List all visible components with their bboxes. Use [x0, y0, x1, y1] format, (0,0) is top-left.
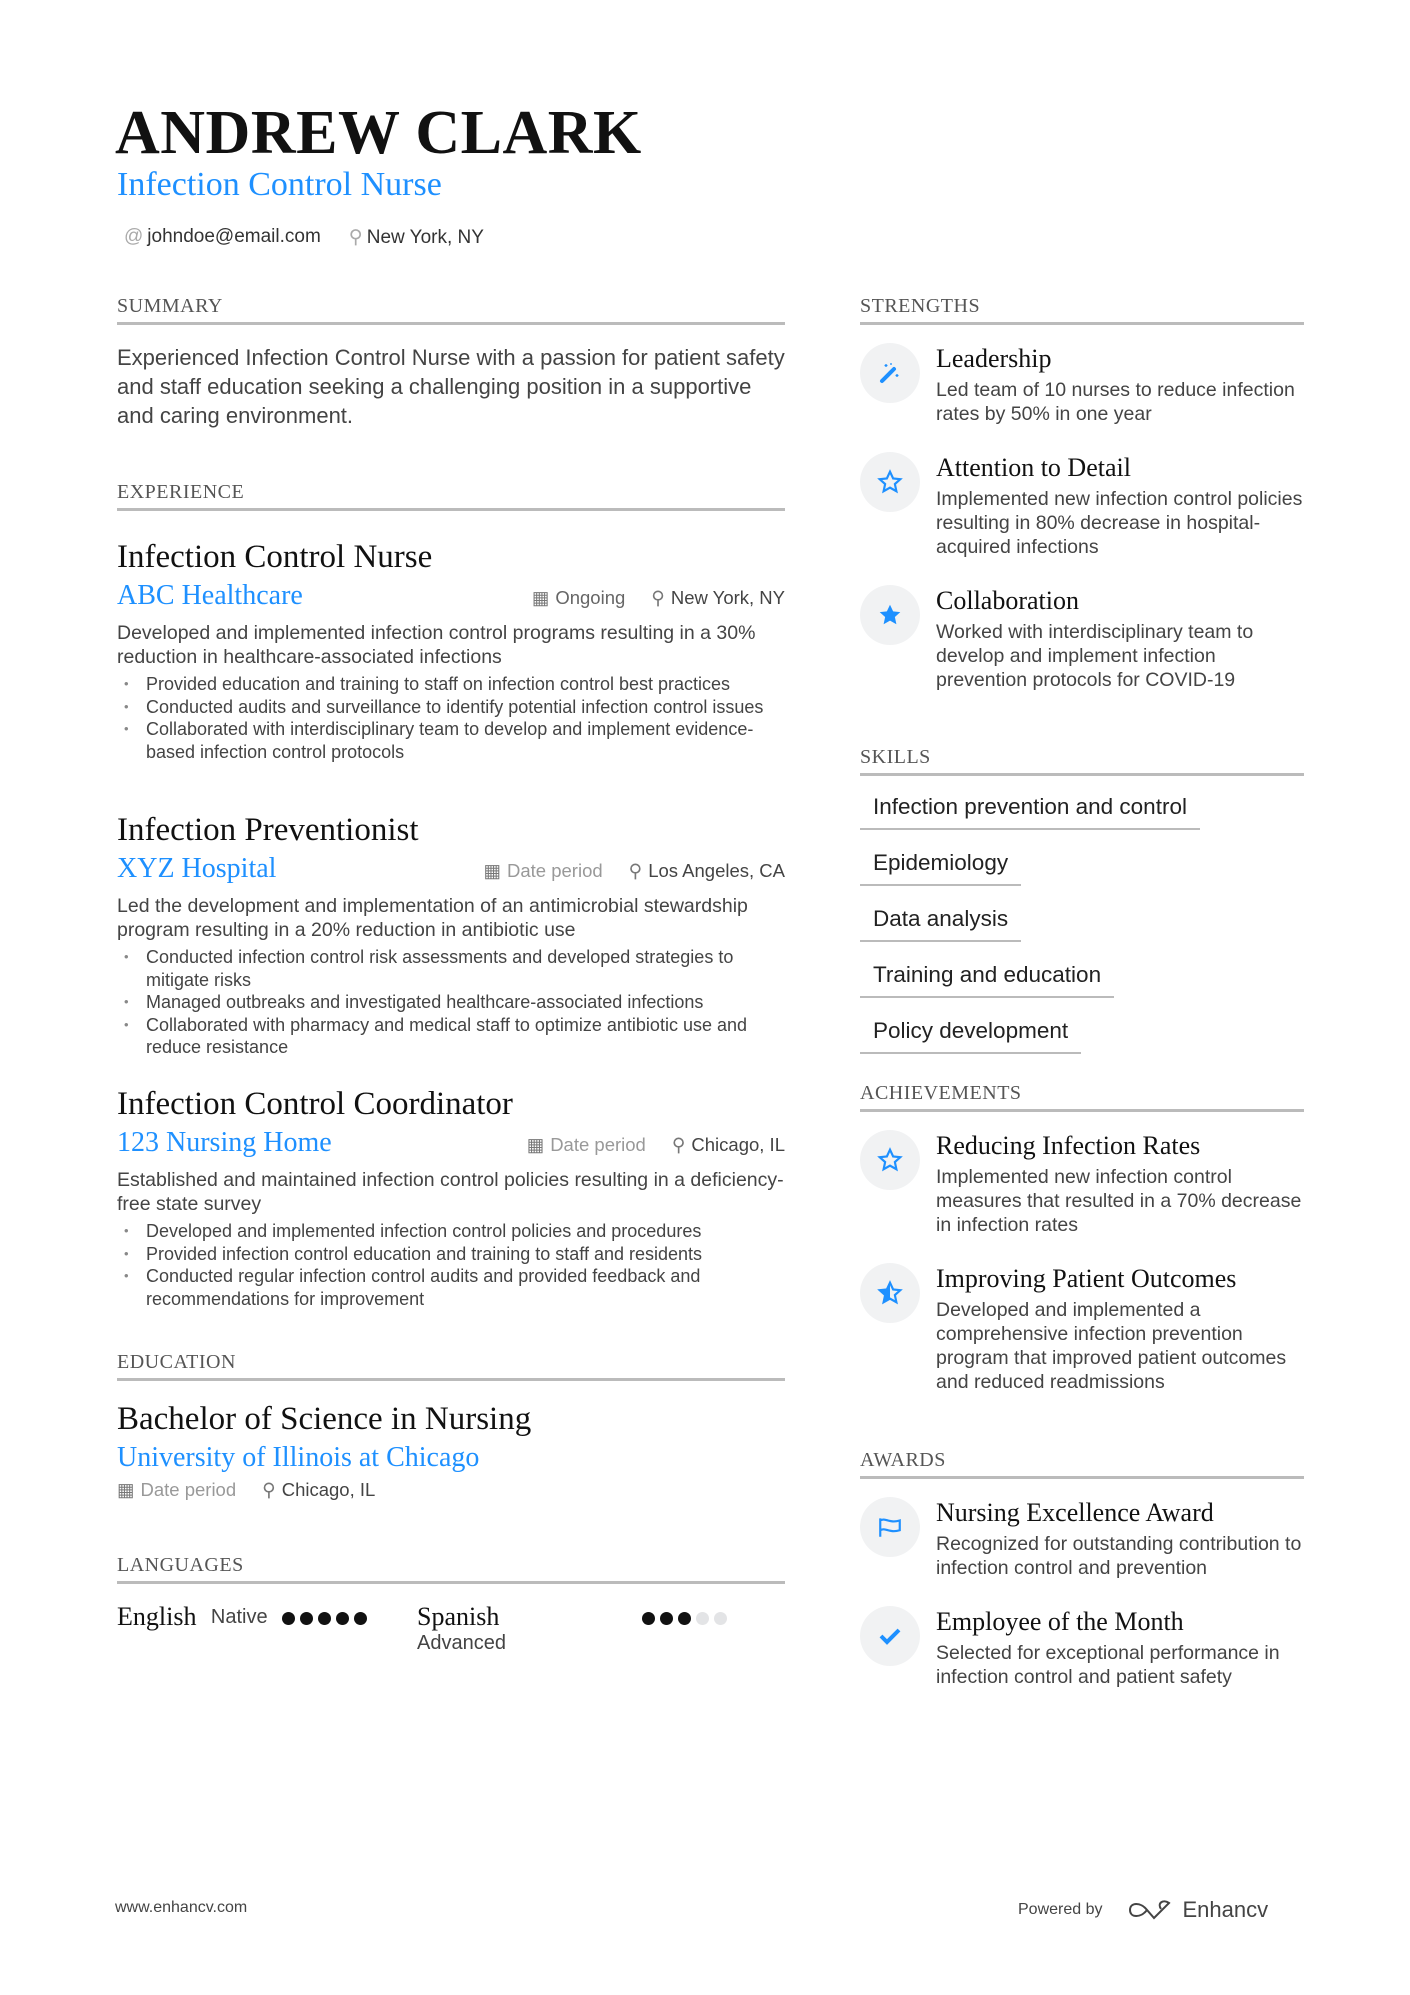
education-date: Date period: [140, 1479, 237, 1500]
rating-dot: [660, 1612, 673, 1625]
language-level: Advanced: [417, 1632, 506, 1654]
flag-icon: [860, 1497, 920, 1557]
language-rating: [642, 1612, 727, 1625]
job-bullets: [117, 673, 785, 763]
strengths-item: [860, 585, 1304, 692]
section-heading: AWARDS: [860, 1449, 1304, 1479]
job-date: Date period: [507, 860, 603, 881]
awards-item: [860, 1606, 1304, 1689]
skill-tag: Epidemiology: [860, 850, 1021, 886]
job-date: Ongoing: [555, 587, 626, 608]
bullet-item: • Provided education and training to staff on infection control best practices: [117, 673, 785, 696]
bullet-item: • Provided infection control education and training to staff and residents: [117, 1243, 785, 1266]
location-pin-icon: ⚲: [628, 860, 643, 881]
job-title: Infection Control Nurse: [117, 539, 433, 575]
skills-section: [860, 746, 1304, 1074]
item-title: Nursing Excellence Award: [936, 1498, 1214, 1527]
section-heading: SUMMARY: [117, 295, 785, 325]
section-heading: EXPERIENCE: [117, 481, 785, 511]
item-title: Improving Patient Outcomes: [936, 1264, 1237, 1293]
rating-dot: [642, 1612, 655, 1625]
star-outline-icon: [860, 452, 920, 512]
powered-by: [1018, 1897, 1268, 1923]
company-name: XYZ Hospital: [117, 853, 277, 884]
achievements-section: [860, 1082, 1304, 1420]
education-location: Chicago, IL: [281, 1479, 376, 1500]
strengths-item: [860, 343, 1304, 426]
rating-dot: [318, 1612, 331, 1625]
item-description: Developed and implemented a comprehensive infection prevention program that improved patient outcomes and reduced readmissions: [936, 1299, 1287, 1393]
candidate-title: Infection Control Nurse: [117, 166, 442, 203]
checkmark-icon: [860, 1606, 920, 1666]
website-link[interactable]: www.enhancv.com: [115, 1899, 248, 1916]
section-heading: STRENGTHS: [860, 295, 1304, 325]
degree: Bachelor of Science in Nursing: [117, 1401, 532, 1437]
bullet-item: • Conducted audits and surveillance to identify potential infection control issues: [117, 696, 785, 719]
skill-tag: Infection prevention and control: [860, 794, 1200, 830]
job-meta: [484, 860, 785, 882]
bullet-item: • Developed and implemented infection control policies and procedures: [117, 1220, 785, 1243]
item-description: Led team of 10 nurses to reduce infection rates by 50% in one year: [936, 379, 1295, 425]
location-text: New York, NY: [366, 227, 484, 248]
calendar-icon: ▦: [531, 587, 550, 608]
job-entry: [117, 810, 785, 1059]
at-icon: @: [124, 226, 144, 247]
strengths-item: [860, 452, 1304, 559]
bullet-item: • Managed outbreaks and investigated healthcare-associated infections: [117, 991, 785, 1014]
job-date: Date period: [550, 1134, 646, 1155]
star-filled-icon: [860, 585, 920, 645]
bullet-item: • Conducted regular infection control audits and provided feedback and recommendations for improvement: [117, 1265, 785, 1310]
location-pin-icon: ⚲: [671, 1134, 686, 1155]
brand-name: Enhancv: [1182, 1897, 1269, 1922]
job-location: Los Angeles, CA: [648, 860, 785, 881]
section-heading: EDUCATION: [117, 1351, 785, 1381]
location-contact: [349, 226, 484, 249]
rating-dot: [714, 1612, 727, 1625]
languages-section: [117, 1554, 785, 1655]
job-entry: [117, 537, 785, 763]
star-half-icon: [860, 1263, 920, 1323]
bullet-item: • Collaborated with pharmacy and medical staff to optimize antibiotic use and reduce resistance: [117, 1014, 785, 1059]
achievements-item: [860, 1130, 1304, 1237]
job-description: Established and maintained infection control policies resulting in a deficiency-free state survey: [117, 1169, 784, 1215]
rating-dot: [282, 1612, 295, 1625]
job-location: New York, NY: [670, 587, 785, 608]
job-meta: [532, 587, 785, 609]
calendar-icon: ▦: [117, 1479, 135, 1500]
location-pin-icon: ⚲: [262, 1479, 276, 1500]
job-description: Led the development and implementation of an antimicrobial stewardship program resulting in a 20% reduction in antibiotic use: [117, 895, 748, 941]
star-outline-icon: [860, 1130, 920, 1190]
rating-dot: [678, 1612, 691, 1625]
experience-section: [117, 481, 785, 529]
language-item: [417, 1602, 727, 1655]
company-name: 123 Nursing Home: [117, 1127, 332, 1158]
job-entry: [117, 1084, 785, 1310]
section-heading: LANGUAGES: [117, 1554, 785, 1584]
magic-wand-icon: [860, 343, 920, 403]
rating-dot: [696, 1612, 709, 1625]
school: University of Illinois at Chicago: [117, 1442, 480, 1473]
education-meta: [117, 1479, 785, 1501]
item-title: Attention to Detail: [936, 453, 1131, 482]
awards-section: [860, 1449, 1304, 1715]
job-location: Chicago, IL: [691, 1134, 785, 1155]
achievements-item: [860, 1263, 1304, 1394]
item-title: Employee of the Month: [936, 1607, 1184, 1636]
enhancv-logo-icon: [1127, 1899, 1173, 1921]
item-description: Worked with interdisciplinary team to develop and implement infection prevention protocols for COVID-19: [936, 621, 1254, 691]
calendar-icon: ▦: [483, 860, 501, 881]
language-rating: [282, 1612, 367, 1625]
bullet-item: • Collaborated with interdisciplinary team to develop and implement evidence-based infection control protocols: [117, 718, 785, 763]
calendar-icon: ▦: [526, 1134, 545, 1155]
language-name: Spanish: [417, 1602, 500, 1631]
strengths-section: [860, 295, 1304, 718]
education-section: [117, 1351, 785, 1501]
job-title: Infection Control Coordinator: [117, 1086, 513, 1122]
job-bullets: [117, 946, 785, 1059]
job-meta: [527, 1134, 785, 1156]
bullet-item: • Conducted infection control risk assessments and developed strategies to mitigate risks: [117, 946, 785, 991]
email-contact[interactable]: [124, 226, 321, 249]
section-heading: ACHIEVEMENTS: [860, 1082, 1304, 1112]
item-title: Reducing Infection Rates: [936, 1131, 1201, 1160]
job-title: Infection Preventionist: [117, 812, 419, 848]
location-pin-icon: ⚲: [348, 227, 363, 248]
job-bullets: [117, 1220, 785, 1310]
language-name: English: [117, 1602, 197, 1631]
item-description: Recognized for outstanding contribution to infection control and prevention: [936, 1533, 1302, 1579]
language-level: Native: [210, 1606, 268, 1628]
item-description: Implemented new infection control policies resulting in 80% decrease in hospital-acquired infections: [936, 488, 1303, 558]
rating-dot: [336, 1612, 349, 1625]
skill-tag: Data analysis: [860, 906, 1021, 942]
section-heading: SKILLS: [860, 746, 1304, 776]
item-description: Implemented new infection control measures that resulted in a 70% decrease in infection rates: [936, 1166, 1302, 1236]
location-pin-icon: ⚲: [651, 587, 665, 608]
powered-by-text: Powered by: [1018, 1901, 1103, 1918]
awards-item: [860, 1497, 1304, 1580]
skill-tag: Training and education: [860, 962, 1114, 998]
summary-section: [117, 295, 785, 430]
summary-text: Experienced Infection Control Nurse with a passion for patient safety and staff education seeking a challenging position in a supportive and caring environment.: [117, 345, 785, 428]
candidate-name: ANDREW CLARK: [115, 99, 642, 167]
item-description: Selected for exceptional performance in infection control and patient safety: [936, 1642, 1280, 1688]
contact-info: [124, 226, 484, 249]
rating-dot: [354, 1612, 367, 1625]
rating-dot: [300, 1612, 313, 1625]
company-name: ABC Healthcare: [117, 580, 303, 611]
job-description: Developed and implemented infection control programs resulting in a 30% reduction in healthcare-associated infections: [117, 622, 756, 668]
email-text: johndoe@email.com: [147, 226, 321, 247]
language-item: [117, 1602, 367, 1655]
item-title: Leadership: [936, 344, 1052, 373]
item-title: Collaboration: [936, 586, 1079, 615]
skill-tag: Policy development: [860, 1018, 1081, 1054]
